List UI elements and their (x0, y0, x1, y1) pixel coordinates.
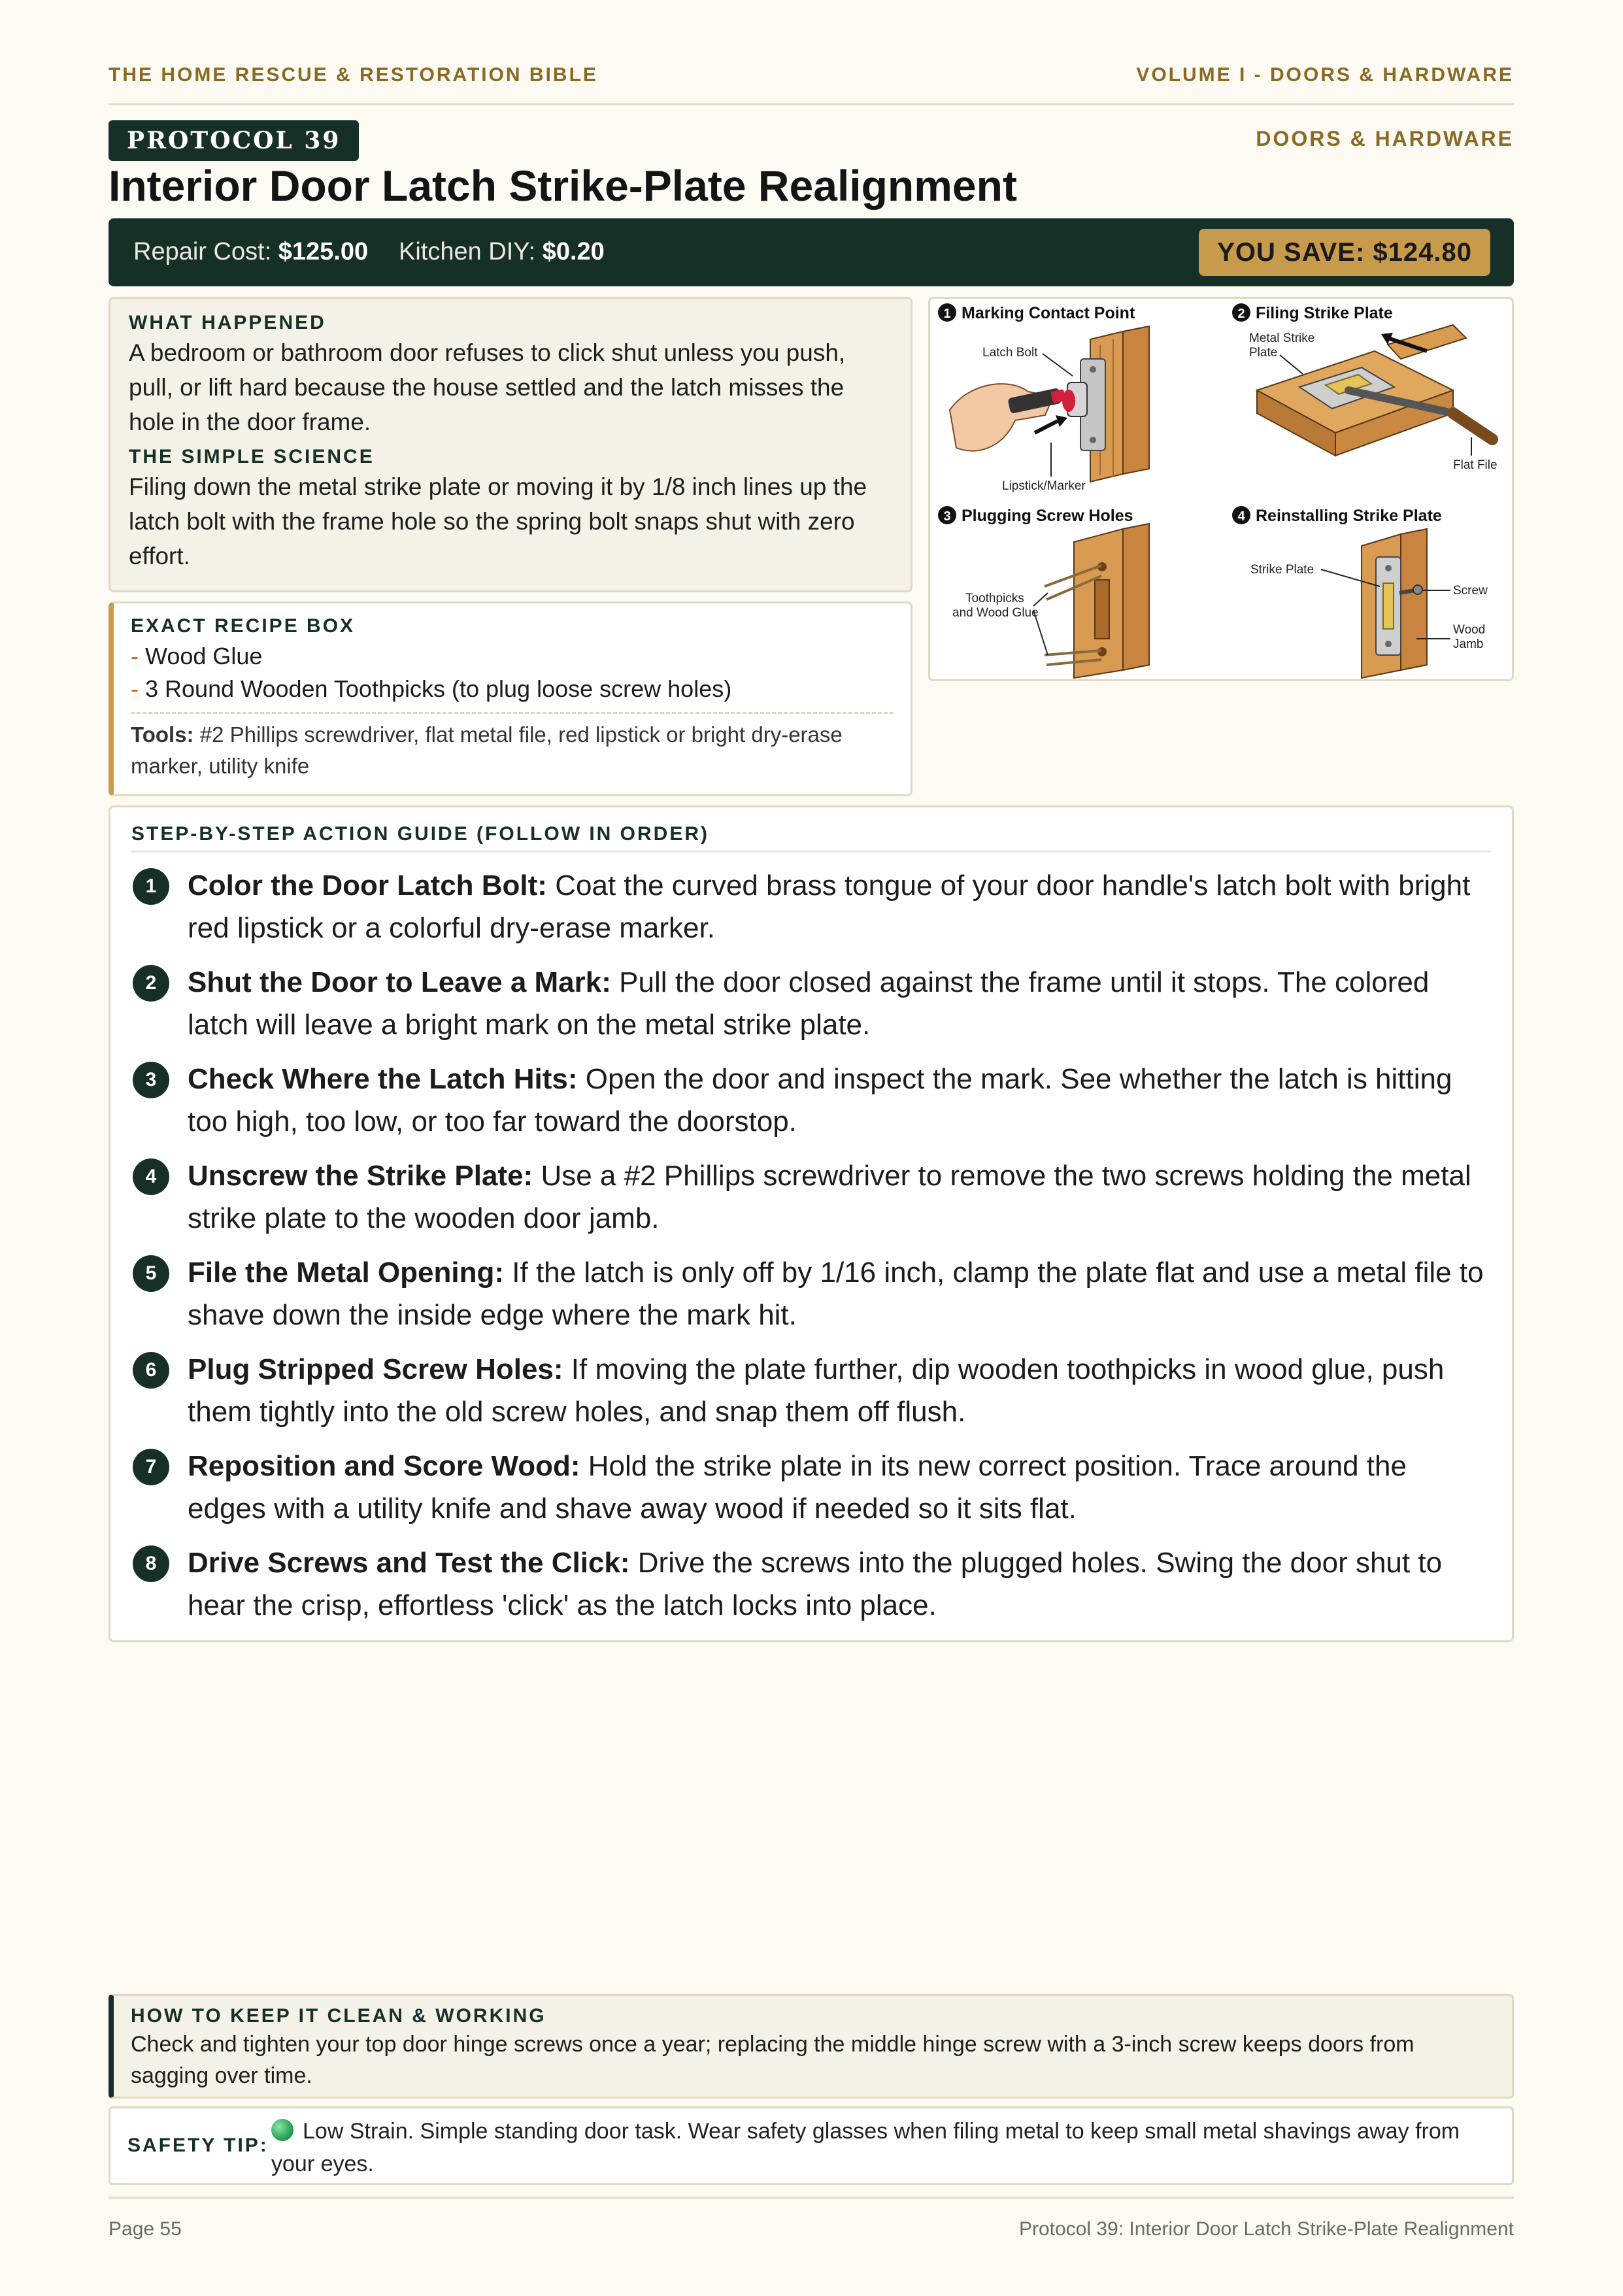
step-text: Drive the screws into the plugged holes. Swing the door shut to hear the crisp, effortless 'click' as the latch locks into place. (188, 1547, 1443, 1621)
step-number: 4 (133, 1158, 169, 1195)
step-title: Reposition and Score Wood: (188, 1450, 580, 1482)
panel-marking-contact-point (938, 303, 1149, 493)
step-item (131, 1058, 1491, 1143)
cost-bar (109, 218, 1514, 286)
diy-cost-value: $0.20 (542, 238, 605, 265)
panel-title: Plugging Screw Holes (962, 507, 1133, 525)
step-item (131, 1445, 1491, 1530)
safety-text: Low Strain. Simple standing door task. Wear safety glasses when filing metal to keep small metal shavings away from your eyes. (271, 2119, 1460, 2176)
green-status-dot-icon (271, 2119, 293, 2141)
step-title: Shut the Door to Leave a Mark: (188, 966, 611, 998)
diy-cost (399, 238, 605, 266)
what-happened-text: A bedroom or bathroom door refuses to click shut unless you push, pull, or lift hard because the house settled and the latch misses the hole in the door frame. (129, 339, 846, 435)
page (109, 0, 1514, 2296)
step-text: Use a #2 Phillips screwdriver to remove the two screws holding the metal strike plate to the wooden door jamb. (188, 1160, 1471, 1234)
callout-strike-plate: Strike Plate (1250, 563, 1314, 577)
safety-label: SAFETY TIP: (127, 2135, 269, 2156)
illustration-panel (928, 297, 1514, 681)
callout-flat-file: Flat File (1453, 458, 1498, 472)
page-title: Interior Door Latch Strike-Plate Realignment (109, 161, 1017, 210)
repair-cost-label: Repair Cost: (133, 238, 272, 265)
book-title: THE HOME RESCUE & RESTORATION BIBLE (109, 64, 598, 86)
callout-plate: Plate (1249, 346, 1278, 360)
step-title: Color the Door Latch Bolt: (188, 869, 547, 902)
step-number: 1 (133, 868, 169, 905)
step-item (131, 1155, 1491, 1240)
illustration-svg (930, 299, 1512, 679)
step-item (131, 1542, 1491, 1627)
maintenance-text: Check and tighten your top door hinge screws once a year; replacing the middle hinge screw with a 3-inch screw keeps doors from sagging over time. (131, 2032, 1414, 2088)
svg-text:3: 3 (943, 509, 951, 524)
repair-cost (133, 238, 368, 266)
running-header (109, 64, 1514, 105)
step-item (131, 1348, 1491, 1433)
tools-label: Tools: (131, 722, 194, 747)
step-number: 5 (133, 1255, 169, 1292)
step-number: 8 (133, 1545, 169, 1582)
step-title: File the Metal Opening: (188, 1257, 505, 1289)
protocol-badge: PROTOCOL 39 (109, 120, 359, 161)
step-number: 2 (133, 965, 169, 1002)
step-title: Unscrew the Strike Plate: (188, 1160, 533, 1192)
repair-cost-value: $125.00 (278, 238, 369, 265)
step-number: 7 (133, 1449, 169, 1485)
steps-label: STEP-BY-STEP ACTION GUIDE (FOLLOW IN ORDER) (131, 823, 1491, 853)
recipe-item: - Wood Glue (131, 643, 263, 669)
panel-title: Filing Strike Plate (1256, 304, 1393, 322)
step-item (131, 864, 1491, 949)
step-text: Hold the strike plate in its new correct position. Trace around the edges with a utility knife and shave away wood if needed so it sits flat. (188, 1450, 1407, 1525)
step-number: 3 (133, 1062, 169, 1098)
savings-badge: YOU SAVE: $124.80 (1199, 229, 1490, 276)
diy-cost-label: Kitchen DIY: (399, 238, 536, 265)
step-text: Coat the curved brass tongue of your door handle's latch bolt with bright red lipstick or a colorful dry-erase marker. (188, 869, 1471, 944)
panel-reinstalling-strike-plate (1232, 506, 1488, 678)
svg-text:4: 4 (1237, 509, 1245, 524)
panel-filing-strike-plate (1232, 303, 1498, 472)
callout-metal-strike: Metal Strike (1249, 331, 1315, 345)
callout-wood: Wood (1453, 623, 1486, 637)
step-text: If moving the plate further, dip wooden toothpicks in wood glue, push them tightly into the old screw holes, and snap them off flush. (188, 1353, 1445, 1428)
what-happened-box (109, 297, 912, 592)
step-number: 6 (133, 1352, 169, 1389)
callout-latch-bolt: Latch Bolt (982, 346, 1038, 360)
footer-protocol-title: Protocol 39: Interior Door Latch Strike-Plate Realignment (1018, 2218, 1514, 2240)
step-title: Check Where the Latch Hits: (188, 1063, 578, 1095)
panel-title: Marking Contact Point (962, 304, 1135, 322)
step-item (131, 1251, 1491, 1336)
step-text: Pull the door closed against the frame until it stops. The colored latch will leave a bright mark on the metal strike plate. (188, 966, 1430, 1041)
science-label: THE SIMPLE SCIENCE (129, 446, 375, 467)
recipe-box (109, 601, 912, 796)
panel-plugging-screw-holes (938, 506, 1149, 678)
step-text: If the latch is only off by 1/16 inch, clamp the plate flat and use a metal file to shave down the inside edge where the mark hit. (188, 1257, 1484, 1331)
callout-wood-glue: and Wood Glue (952, 606, 1039, 620)
svg-text:1: 1 (943, 307, 951, 321)
step-text: Open the door and inspect the mark. See whether the latch is hitting too high, too low, or too far toward the doorstop. (188, 1063, 1452, 1138)
recipe-item: - 3 Round Wooden Toothpicks (to plug loose screw holes) (131, 675, 732, 702)
recipe-list (131, 640, 894, 705)
callout-screw: Screw (1453, 584, 1488, 598)
page-number: Page 55 (109, 2218, 182, 2240)
tools-line (131, 712, 894, 782)
steps-box (109, 805, 1514, 1642)
science-text: Filing down the metal strike plate or moving it by 1/8 inch lines up the latch bolt with the frame hole so the spring bolt snaps shut with zero effort. (129, 473, 867, 569)
tools-text: #2 Phillips screwdriver, flat metal file, red lipstick or bright dry-erase marker, utility knife (131, 722, 843, 778)
step-title: Plug Stripped Screw Holes: (188, 1353, 563, 1385)
what-happened-label: WHAT HAPPENED (129, 312, 326, 333)
step-item (131, 961, 1491, 1046)
callout-lipstick: Lipstick/Marker (1002, 479, 1086, 493)
maintenance-label: HOW TO KEEP IT CLEAN & WORKING (131, 2005, 546, 2027)
svg-text:2: 2 (1237, 307, 1245, 321)
safety-box (109, 2106, 1514, 2185)
footer (109, 2197, 1514, 2240)
maintenance-box (109, 1994, 1514, 2099)
category-label: DOORS & HARDWARE (1256, 127, 1514, 150)
volume-title: VOLUME I - DOORS & HARDWARE (1136, 64, 1514, 86)
step-title: Drive Screws and Test the Click: (188, 1547, 630, 1579)
recipe-label: EXACT RECIPE BOX (131, 615, 356, 637)
callout-jamb: Jamb (1453, 637, 1484, 651)
panel-title: Reinstalling Strike Plate (1256, 507, 1442, 525)
callout-toothpicks: Toothpicks (965, 592, 1024, 605)
safety-text-wrap (271, 2115, 1487, 2180)
